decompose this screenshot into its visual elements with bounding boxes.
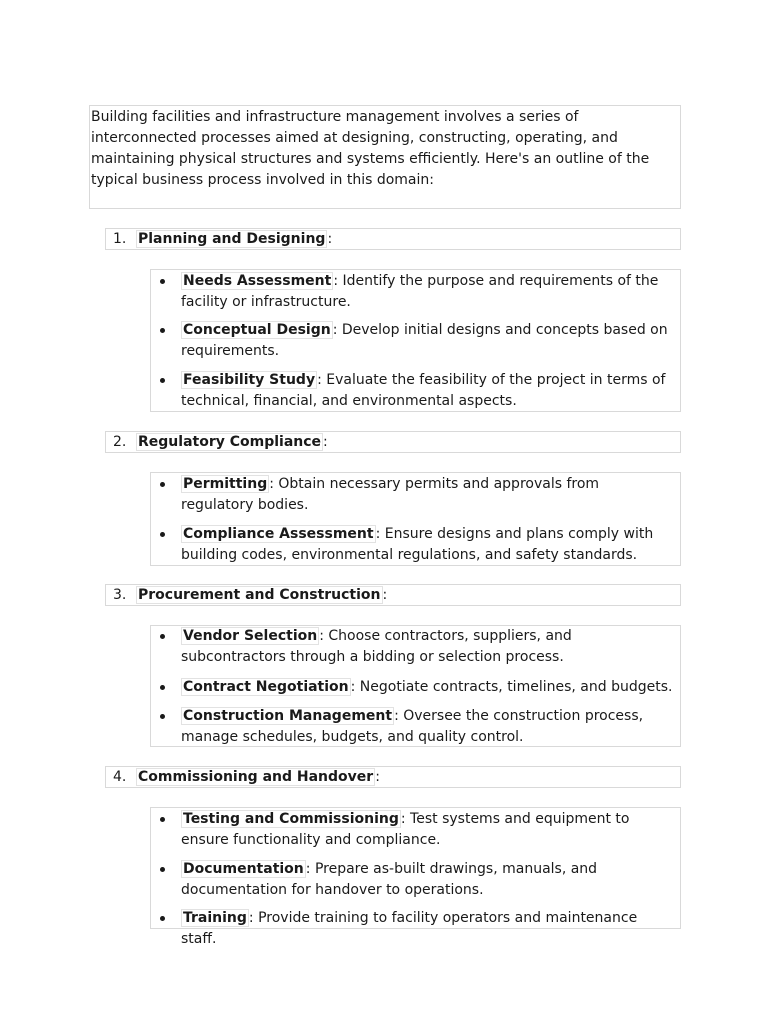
section-4-bullet-list (150, 807, 681, 947)
list-item (181, 474, 674, 516)
bullet-icon (160, 714, 165, 719)
section-number: 4. (113, 769, 127, 785)
section-number: 3. (113, 587, 127, 603)
item-term: Vendor Selection (183, 628, 318, 644)
bullet-icon (160, 817, 165, 822)
bullet-icon (160, 916, 165, 921)
section-number: 2. (113, 434, 127, 450)
item-term: Compliance Assessment (183, 526, 374, 542)
item-desc: : Identify the purpose and requirements of the facility or infrastructure. (181, 273, 659, 310)
item-term: Testing and Commissioning (183, 811, 399, 827)
list-item (181, 524, 674, 566)
intro-paragraph: Building facilities and infrastructure management involves a series of interconnected processes aimed at designing, constructing, operating, and maintaining physical structures and systems efficiently. Here's an outline of the typical business process involved in this domain: (89, 105, 681, 209)
list-item (181, 320, 674, 362)
list-item (181, 706, 674, 748)
item-term: Feasibility Study (183, 372, 316, 388)
item-desc: : Develop initial designs and concepts based on requirements. (181, 322, 668, 359)
section-heading-3 (105, 584, 681, 606)
bullet-icon (160, 634, 165, 639)
section-title: Commissioning and Handover : (138, 769, 380, 785)
item-desc: : Test systems and equipment to ensure functionality and compliance. (181, 811, 630, 848)
item-desc: : Negotiate contracts, timelines, and budgets. (350, 679, 673, 695)
item-desc: : Oversee the construction process, manage schedules, budgets, and quality control. (181, 708, 644, 745)
bullet-icon (160, 328, 165, 333)
section-title: Planning and Designing : (138, 231, 333, 247)
bullet-icon (160, 279, 165, 284)
item-term: Training (183, 910, 247, 926)
bullet-icon (160, 532, 165, 537)
bullet-icon (160, 482, 165, 487)
list-item (181, 271, 674, 313)
bullet-icon (160, 867, 165, 872)
list-item (181, 677, 674, 698)
list-item (181, 859, 674, 901)
list-item (181, 809, 674, 851)
item-term: Needs Assessment (183, 273, 332, 289)
section-number: 1. (113, 231, 127, 247)
item-desc: : Choose contractors, suppliers, and subcontractors through a bidding or selection process. (181, 628, 572, 665)
section-heading-4 (105, 766, 681, 788)
section-heading-2 (105, 431, 681, 453)
item-term: Conceptual Design (183, 322, 331, 338)
list-item (181, 370, 674, 412)
item-term: Contract Negotiation (183, 679, 349, 695)
bullet-icon (160, 685, 165, 690)
item-term: Permitting (183, 476, 268, 492)
item-desc: : Ensure designs and plans comply with building codes, environmental regulations, and safety standards. (181, 526, 654, 563)
section-1-bullet-list (150, 269, 681, 412)
item-desc: : Prepare as-built drawings, manuals, and documentation for handover to operations. (181, 861, 598, 898)
item-term: Documentation (183, 861, 304, 877)
section-title: Procurement and Construction : (138, 587, 388, 603)
section-heading-1 (105, 228, 681, 250)
item-term: Construction Management (183, 708, 393, 724)
section-2-bullet-list (150, 472, 681, 566)
section-title: Regulatory Compliance : (138, 434, 328, 450)
item-desc: : Evaluate the feasibility of the project in terms of technical, financial, and environmental aspects. (181, 372, 666, 409)
list-item (181, 908, 674, 950)
item-desc: : Provide training to facility operators and maintenance staff. (181, 910, 638, 947)
list-item (181, 626, 674, 668)
section-3-bullet-list (150, 625, 681, 747)
bullet-icon (160, 378, 165, 383)
item-desc: : Obtain necessary permits and approvals from regulatory bodies. (181, 476, 600, 513)
